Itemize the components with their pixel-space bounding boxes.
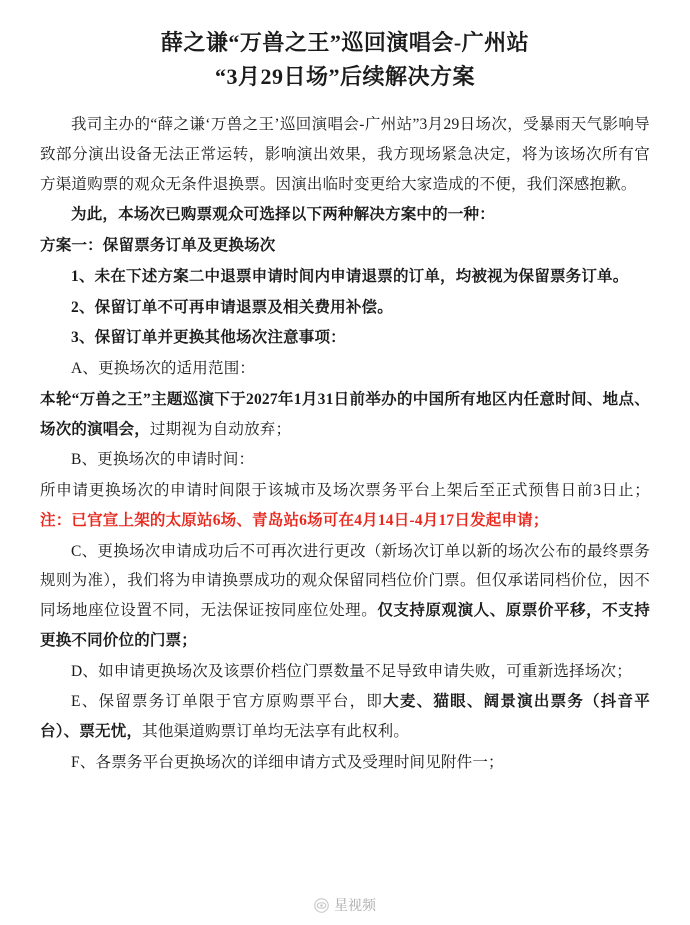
paragraph-intro: 我司主办的“薛之谦‘万兽之王’巡回演唱会-广州站”3月29日场次，受暴雨天气影响导致部分演出设备无法正常运转，影响演出效果，我方现场紧急决定，将为该场次所有官方渠道购票的观众无条件退换票。因演出临时变更给大家造成的不便，我们深感抱歉。 [40, 116, 650, 193]
document-title [40, 26, 650, 94]
document-body [40, 110, 650, 778]
paragraph-item-2: 2、保留订单不可再申请退票及相关费用补偿。 [71, 298, 393, 316]
paragraph-item-c-main: C、更换场次申请成功后不可再次进行更改（新场次订单以新的场次公布的最终票务规则为准），我们将为申请换票成功的观众保留同档位价门票。但仅承诺同档价位，因不同场地座位设置不同，无法保证按同座位处理。 [40, 542, 650, 620]
paragraph-options-lead: 为此，本场次已购票观众可选择以下两种解决方案中的一种： [71, 206, 495, 224]
paragraph-plan-one-heading: 方案一：保留票务订单及更换场次 [40, 237, 276, 255]
paragraph-item-d: D、如申请更换场次及该票价档位门票数量不足导致申请失败，可重新选择场次； [71, 662, 632, 680]
paragraph-scope-bold: 本轮“万兽之王”主题巡演下于2027年1月31日前举办的中国所有地区内任意时间、地点、场次的演唱会， [40, 390, 650, 438]
paragraph-apply-time-note: 注：已官宣上架的太原站6场、青岛站6场可在4月14日-4月17日发起申请； [40, 511, 549, 529]
weibo-eye-icon [314, 898, 329, 913]
paragraph-item-3: 3、保留订单并更换其他场次注意事项： [71, 329, 346, 347]
paragraph-item-a: A、更换场次的适用范围： [71, 360, 256, 378]
watermark-label: 星视频 [334, 897, 376, 913]
paragraph-item-f: F、各票务平台更换场次的详细申请方式及受理时间见附件一； [71, 753, 504, 771]
paragraph-item-c-bold: 仅支持原观演人、原票价平移，不支持更换不同价位的门票； [40, 602, 651, 649]
paragraph-item-e [40, 687, 650, 747]
paragraph-apply-time [40, 476, 650, 536]
paragraph-item-c [40, 537, 650, 656]
title-line-1: 薛之谦“万兽之王”巡回演唱会-广州站 [160, 30, 530, 55]
title-line-2: “3月29日场”后续解决方案 [214, 64, 475, 90]
paragraph-item-e-platforms: 大麦、猫眼、阔景演出票务（抖音平台）、票无忧， [40, 693, 650, 741]
paragraph-apply-time-main: 所申请更换场次的申请时间限于该城市及场次票务平台上架后至正式预售日前3日止； [40, 482, 650, 500]
paragraph-item-1: 1、未在下述方案二中退票申请时间内申请退票的订单，均被视为保留票务订单。 [71, 267, 629, 285]
paragraph-item-e-tail: 其他渠道购票订单均无法享有此权利。 [142, 723, 410, 741]
watermark-footer [0, 895, 690, 915]
paragraph-scope [40, 385, 650, 445]
paragraph-item-e-lead: E、保留票务订单限于官方原购票平台，即 [71, 693, 384, 711]
paragraph-item-b: B、更换场次的申请时间： [71, 451, 255, 469]
paragraph-scope-tail: 过期视为自动放弃； [149, 420, 292, 438]
